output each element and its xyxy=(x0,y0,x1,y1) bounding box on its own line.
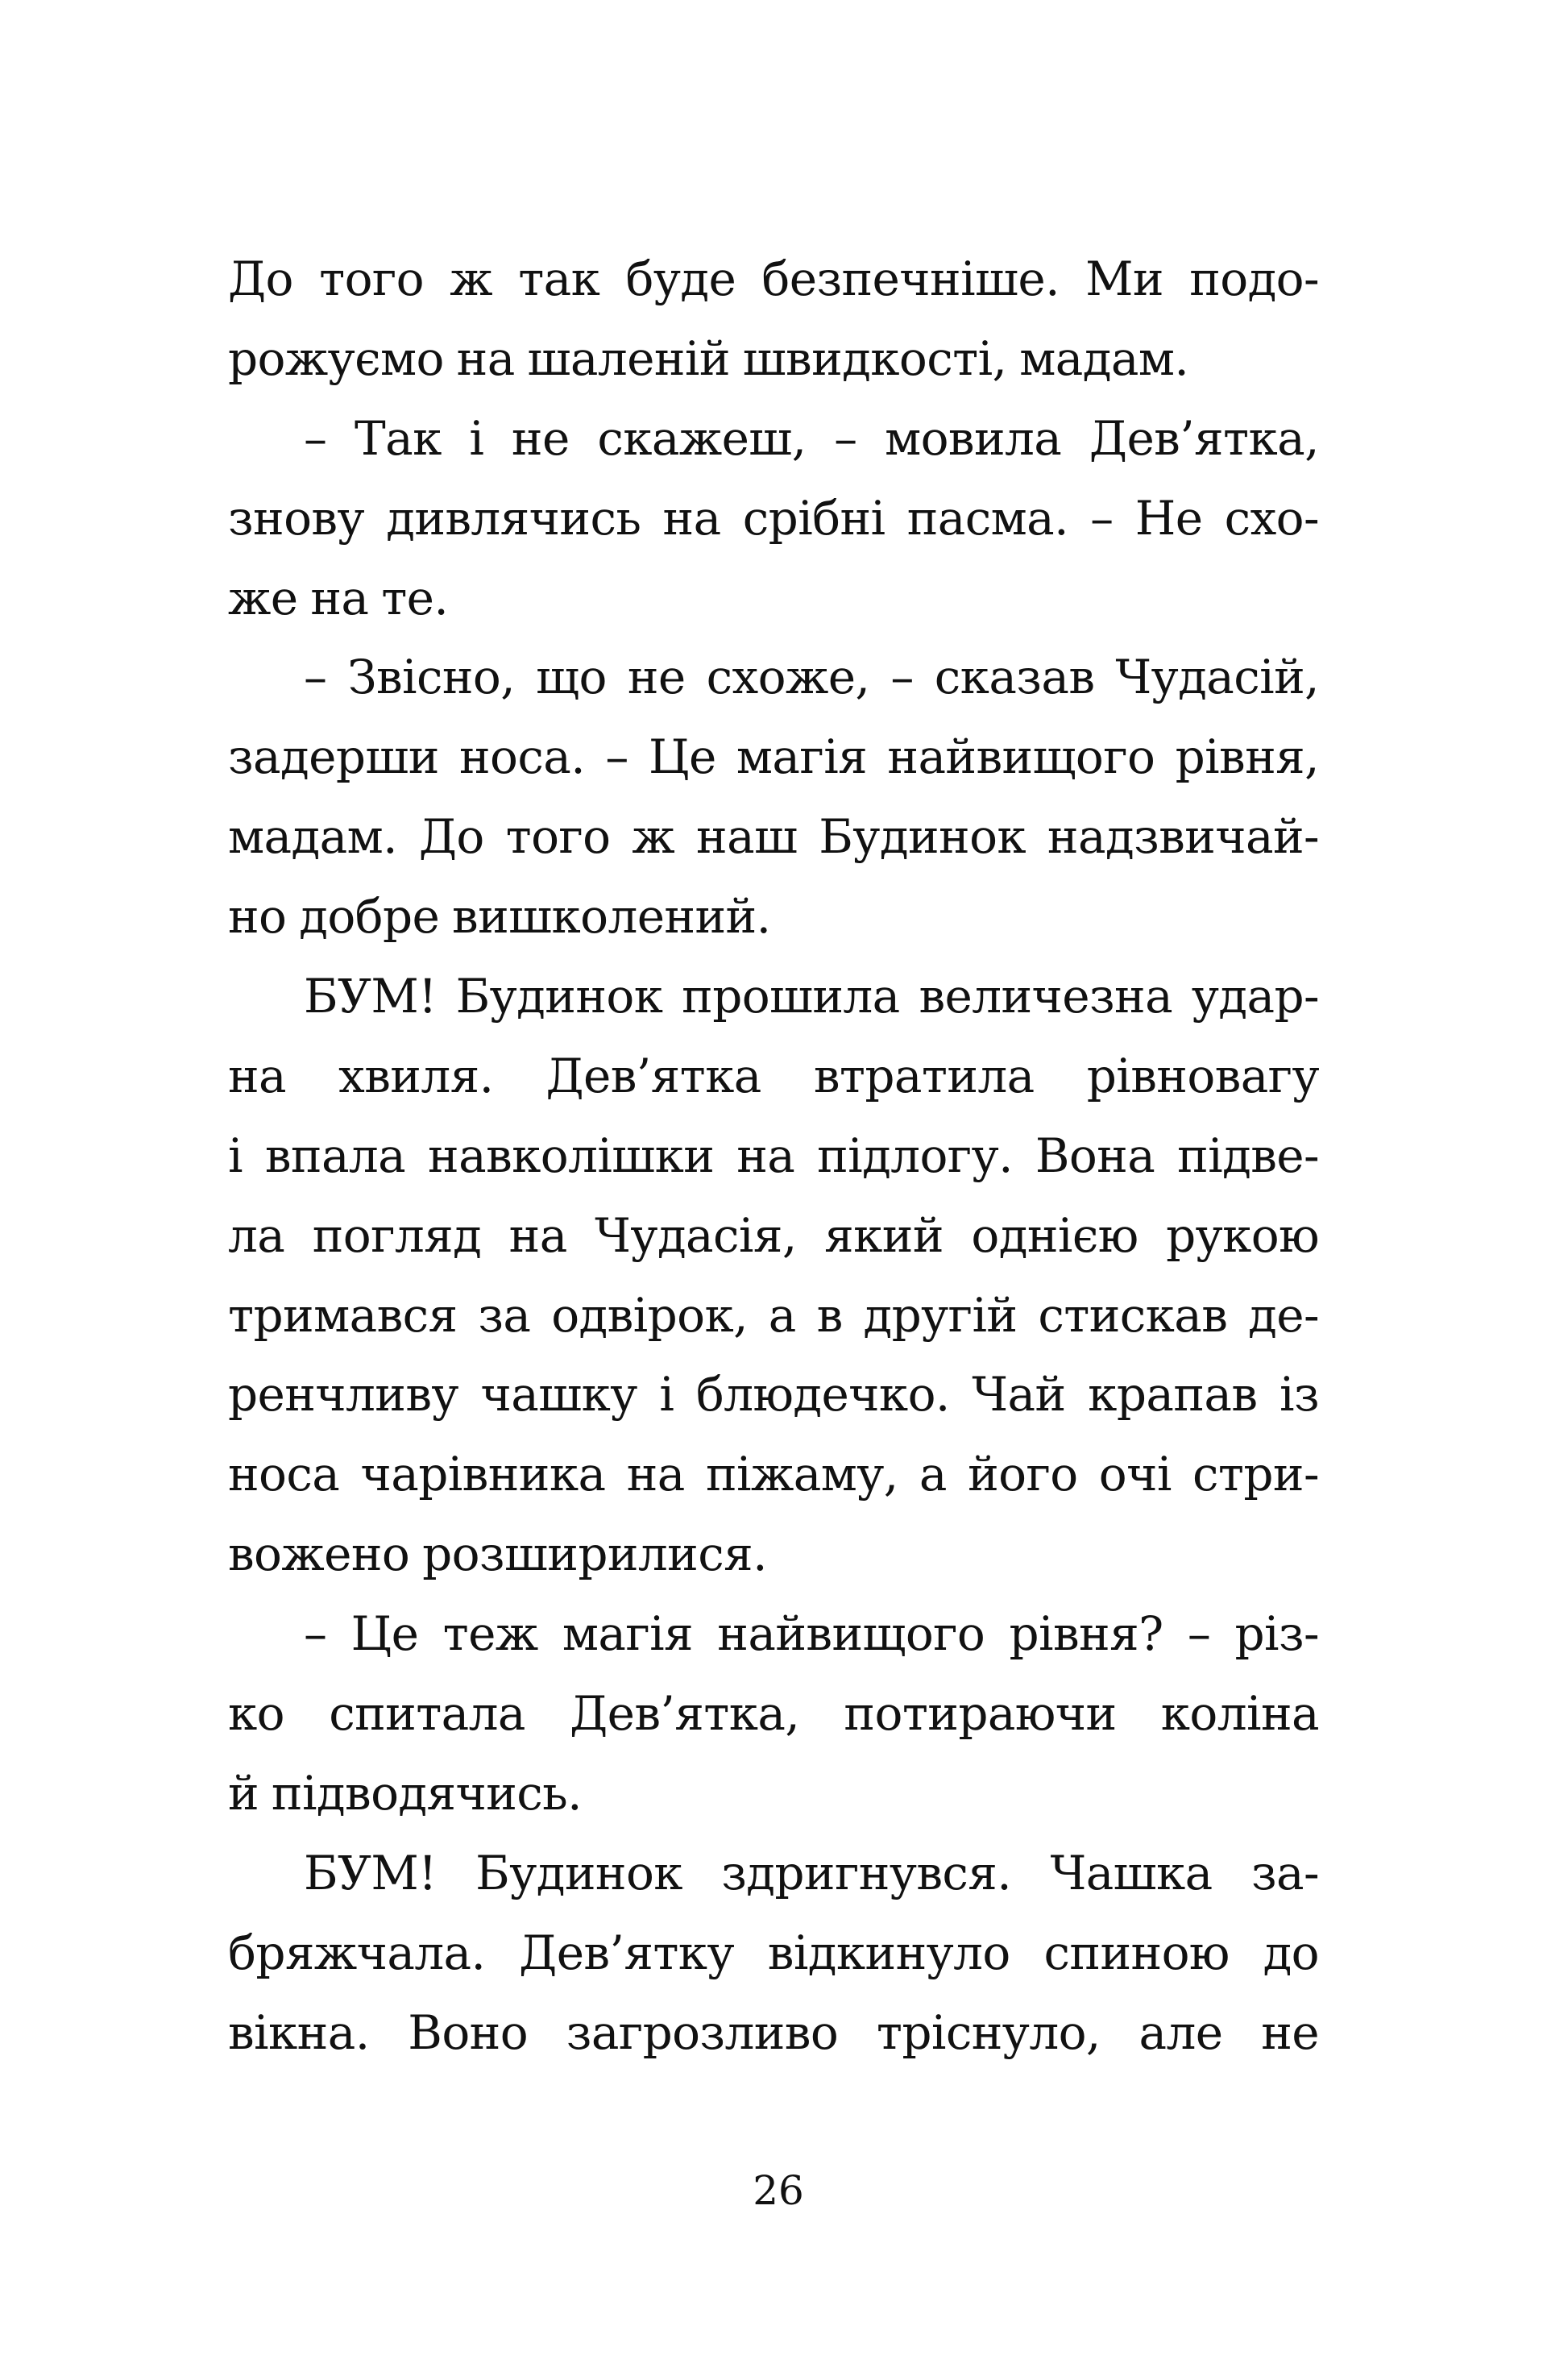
text-line: – Звісно, що не схоже, – сказав Чудасій, xyxy=(304,650,1319,705)
text-line: вікна. Воно загрозливо тріснуло, але не xyxy=(228,2004,1319,2060)
text-line: До того ж так буде безпечніше. Ми подо- xyxy=(228,251,1319,306)
text-line: знову дивлячись на срібні пасма. – Не схо- xyxy=(228,490,1319,546)
body-text xyxy=(228,239,1319,2072)
text-line: вожено розширилися. xyxy=(228,1526,767,1582)
text-line: й підводячись. xyxy=(228,1765,582,1821)
text-line: БУМ! Будинок прошила величезна удар- xyxy=(304,969,1319,1024)
text-line: бряжчала. Дев’ятку відкинуло спиною до xyxy=(228,1925,1319,1980)
text-line: – Так і не скажеш, – мовила Дев’ятка, xyxy=(304,410,1319,466)
text-line: – Це теж магія найвищого рівня? – різ- xyxy=(304,1606,1319,1662)
text-line: і впала навколішки на підлогу. Вона підве- xyxy=(228,1128,1319,1183)
text-line: но добре вишколений. xyxy=(228,889,771,945)
text-line: же на те. xyxy=(228,570,449,625)
text-line: на хвиля. Дев’ятка втратила рівновагу xyxy=(228,1048,1319,1103)
text-line: ла погляд на Чудасія, який однією рукою xyxy=(228,1207,1319,1263)
text-line: ко спитала Дев’ятка, потираючи коліна xyxy=(228,1686,1319,1742)
text-line: БУМ! Будинок здригнувся. Чашка за- xyxy=(304,1845,1319,1900)
text-line: носа чарівника на піжаму, а його очі стри- xyxy=(228,1447,1319,1502)
text-line: тримався за одвірок, а в другій стискав де- xyxy=(228,1287,1319,1343)
text-line: мадам. До того ж наш Будинок надзвичай- xyxy=(228,809,1319,865)
page-number: 26 xyxy=(753,2167,804,2214)
text-line: рожуємо на шаленій швидкості, мадам. xyxy=(228,330,1189,386)
text-line: задерши носа. – Це магія найвищого рівня, xyxy=(228,729,1319,785)
text-line: ренчливу чашку і блюдечко. Чай крапав із xyxy=(228,1367,1319,1423)
